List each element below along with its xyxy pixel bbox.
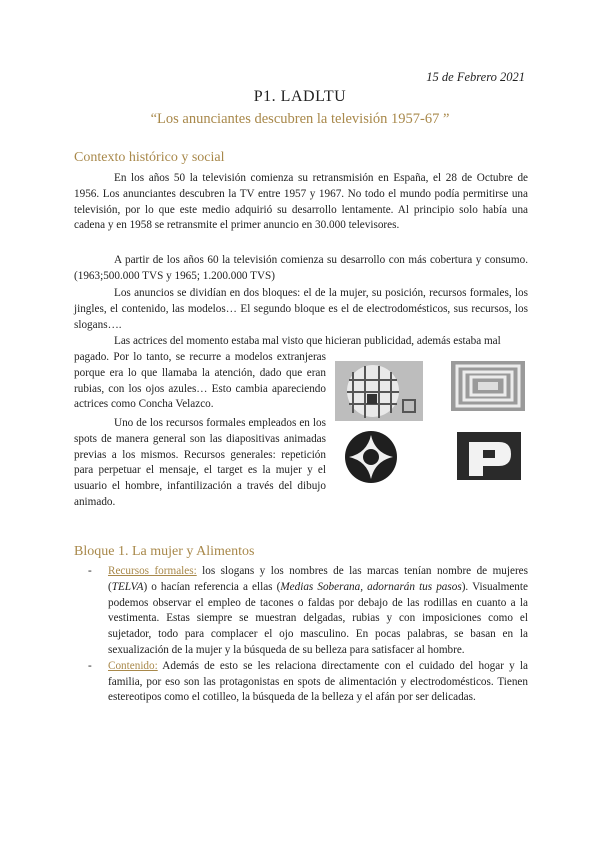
bullet-text: Además de esto se les relaciona directamente con el cuidado del hogar y la familia, por eso son las protagonistas en spots de alimentación y electrodomésticos. Tienen estereotipos como el cotilleo, la búsqueda de la belleza y el afán por ser delicadas. <box>108 659 528 704</box>
tv-test-pattern-p-logo-icon <box>457 432 521 480</box>
bullet-label: Recursos formales: <box>108 565 197 577</box>
bullet-text: ) o hacían referencia a ellas ( <box>143 580 281 593</box>
tv-test-pattern-grid-icon <box>335 361 423 421</box>
bullet-text: ). Visualmente podemos observar el empleo de tacones o faldas por debajo de las rodillas en cuanto a la vestimenta. Estas siempre se muestran delgadas, rubias y con imposiciones como el sujetador, todo para complacer el ojo masculino. En pocas palabras, se basan en la sexualización de la mujer y la búsqueda de su belleza para satisfacer al hombre. <box>108 580 528 656</box>
bullet-text: los slogans y los nombres de las marcas tenían nombre de mujeres ( <box>108 565 528 593</box>
document-date: 15 de Febrero 2021 <box>426 70 525 84</box>
paragraph-1: En los años 50 la televisión comienza su retransmisión en España, el 28 de Octubre de 1956. Los anunciantes descubren la TV entre 1957 y 1967. No todo el mundo podía permitirse una televisión, por lo que este medio adquirió su desarrollo lentamente. Al principio solo había una cadena y en 1958 se retransmite el primer anuncio en 30.000 televisores. <box>74 172 528 232</box>
list-item <box>88 659 528 706</box>
tv-test-pattern-squares-icon <box>451 361 525 411</box>
paragraph-2: A partir de los años 60 la televisión comienza su desarrollo con más cobertura y consumo. (1963;500.000 TVS y 1965; 1.200.000 TVS) <box>74 254 528 282</box>
list-item <box>88 564 528 659</box>
paragraph-4: pagado. Por lo tanto, se recurre a modelos extranjeras porque era lo que llamaba la atención, dado que eran rubias, con los ojos azules… Esto cambia apareciendo actrices como Concha Velazco. <box>74 351 326 411</box>
tv-test-pattern-circle-star-icon <box>335 428 423 484</box>
paragraph-3: Los anuncios se dividían en dos bloques: el de la mujer, su posición, recursos formales, los jingles, el contenido, las modelos… El segundo bloque es el de electrodomésticos, sus recursos, los slogans…. <box>74 287 528 331</box>
paragraph-5: Uno de los recursos formales empleados en los spots de manera general son las diapositivas animadas previas a los mismos. Recursos generales: repetición para perpetuar el mensaje, el target es la mujer y el usuario el hombre, infantilización a través del dibujo animado. <box>74 417 326 508</box>
section-heading-contexto: Contexto histórico y social <box>74 150 225 165</box>
bullet-dash: - <box>88 659 92 672</box>
tv-patterns-image <box>333 358 528 486</box>
bullet-list <box>88 564 528 706</box>
bullet-label: Contenido: <box>108 659 158 672</box>
document-title: P1. LADLTU <box>253 88 347 105</box>
bullet-dash: - <box>88 565 92 577</box>
section-heading-bloque-1: Bloque 1. La mujer y Alimentos <box>74 544 255 559</box>
bullet-italic: TELVA <box>111 580 144 593</box>
bullet-italic: Medias Soberana, adornarán tus pasos <box>280 580 462 593</box>
document-subtitle: “Los anunciantes descubren la televisión 1957-67 ” <box>150 111 450 127</box>
paragraph-4-line-1: Las actrices del momento estaba mal visto que hicieran publicidad, además estaba mal <box>114 335 501 347</box>
